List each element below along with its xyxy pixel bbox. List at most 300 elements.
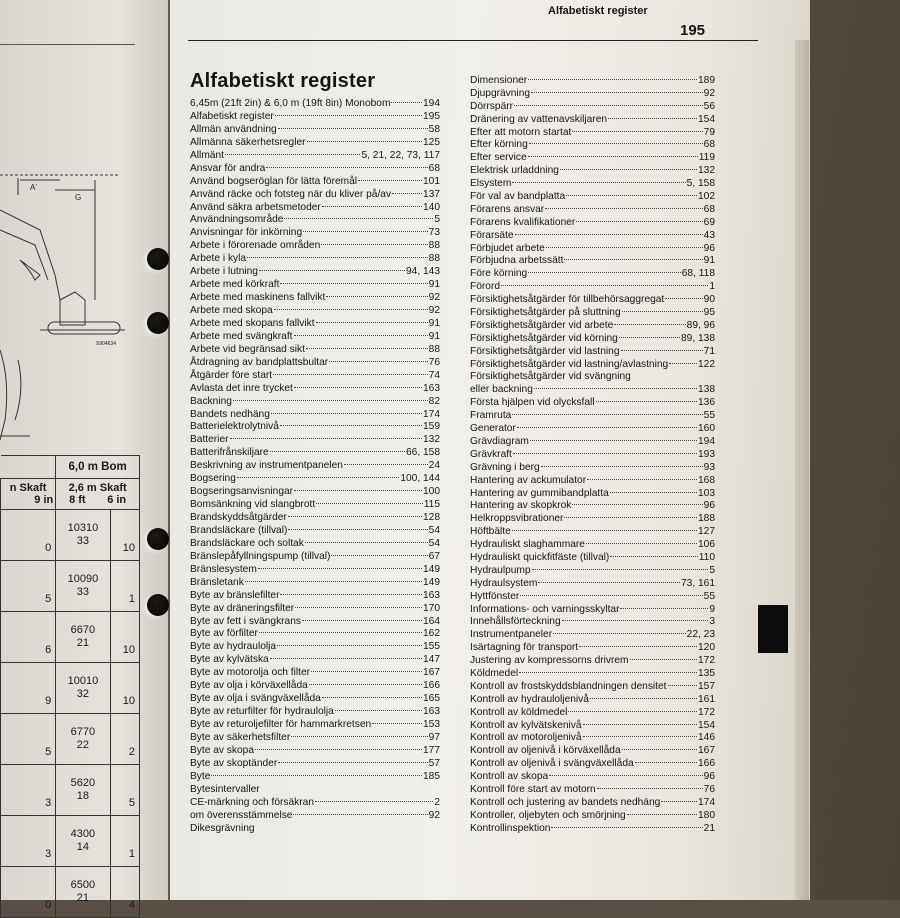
- index-entry: [190, 305, 440, 318]
- leader-dots: [372, 723, 422, 724]
- index-entry-label: Åtdragning av bandplattsbultar: [190, 356, 329, 368]
- leader-dots: [614, 324, 685, 325]
- table-row: [1, 816, 140, 867]
- table-cell-left: 3: [1, 765, 56, 816]
- index-entry: [470, 346, 715, 359]
- leader-dots: [501, 285, 708, 286]
- leader-dots: [564, 259, 702, 260]
- index-entry: [190, 292, 440, 305]
- index-entry: [470, 565, 715, 578]
- index-entry: [190, 641, 440, 654]
- index-entry-page: 166: [698, 758, 715, 770]
- table-cell-right: 10: [110, 663, 139, 714]
- index-entry: [470, 255, 715, 268]
- leader-dots: [529, 143, 703, 144]
- table-cell-right: 4: [110, 867, 139, 918]
- capacity-kg: 6500: [70, 879, 96, 891]
- page-edge: [795, 40, 809, 900]
- index-entry-page: 88: [428, 253, 440, 265]
- leader-dots: [358, 180, 422, 181]
- leader-dots: [514, 105, 703, 106]
- index-entry-page: 93: [703, 461, 715, 473]
- index-entry: [190, 460, 440, 473]
- index-entry: [470, 191, 715, 204]
- leader-dots: [576, 221, 702, 222]
- index-entry-label: Hantering av skopkrok: [470, 500, 572, 512]
- index-entry: [470, 217, 715, 230]
- leader-dots: [280, 594, 422, 595]
- index-entry-label: Efter service: [470, 152, 527, 164]
- index-entry: [470, 384, 715, 397]
- leader-dots: [278, 762, 427, 763]
- index-entry: [470, 578, 715, 591]
- binding-hole: [147, 528, 169, 550]
- index-entry-label: Arbete i lutning: [190, 266, 258, 278]
- index-entry-page: 91: [428, 317, 440, 329]
- running-head: Alfabetiskt register: [548, 5, 648, 17]
- index-entry: [190, 266, 440, 279]
- index-entry-label: Arbete i förorenade områden: [190, 240, 321, 252]
- page-title: Alfabetiskt register: [190, 70, 376, 92]
- header-rule: [188, 40, 758, 41]
- table-row: [1, 765, 140, 816]
- index-entry-label: Försiktighetsåtgärder vid lastning: [470, 345, 620, 357]
- table-header-row: [1, 456, 140, 479]
- table-cell-right: 2: [110, 714, 139, 765]
- index-entry-label: Hydrauliskt slaghammare: [470, 539, 585, 551]
- index-entry: [470, 449, 715, 462]
- index-entry-page: 82: [428, 395, 440, 407]
- leader-dots: [579, 646, 697, 647]
- index-entry-page: 57: [428, 757, 440, 769]
- capacity-lb: 22: [76, 739, 90, 751]
- index-entry-label: Byte av fett i svängkrans: [190, 615, 301, 627]
- leader-dots: [293, 814, 427, 815]
- table-cell-left: 3: [1, 816, 56, 867]
- index-entry: [190, 499, 440, 512]
- table-cell-right: 1: [110, 561, 139, 612]
- index-entry-label: Byte: [190, 770, 211, 782]
- index-entry-page: 140: [423, 201, 440, 213]
- index-entry-label: Försiktighetsåtgärder vid lastning/avlastning: [470, 358, 669, 370]
- index-entry-label: Efter att motorn startat: [470, 126, 572, 138]
- index-entry-page: 79: [703, 126, 715, 138]
- capacity-lb: 14: [76, 841, 90, 853]
- index-entry-label: Hydrauliskt quickfitfäste (tillval): [470, 551, 610, 563]
- index-entry-label: Helkroppsvibrationer: [470, 513, 564, 525]
- index-entry: [190, 331, 440, 344]
- index-entry-label: Arbete vid begränsad sikt: [190, 343, 305, 355]
- index-entry: [190, 564, 440, 577]
- index-entry-label: Försiktighetsåtgärder vid körning: [470, 332, 618, 344]
- index-entry-label: Kontrollinspektion: [470, 822, 551, 834]
- index-entry-label: Kontroll före start av motorn: [470, 783, 596, 795]
- index-entry-page: 89, 138: [681, 332, 715, 344]
- lift-capacity-table: [0, 455, 140, 918]
- index-entry: [190, 512, 440, 525]
- index-entry-page: 162: [423, 628, 440, 640]
- table-cell-left: 0: [1, 867, 56, 918]
- table-cell-right: 1: [110, 816, 139, 867]
- index-entry-page: 94, 143: [406, 266, 440, 278]
- index-entry-label: Bytesintervaller: [190, 783, 260, 795]
- index-entry-page: 136: [698, 397, 715, 409]
- index-entry-label: Byte av olja i körväxellåda: [190, 680, 308, 692]
- leader-dots: [528, 272, 681, 273]
- table-cell-capacity: [56, 561, 110, 612]
- index-entry-page: 172: [698, 706, 715, 718]
- index-entry-page: 159: [423, 421, 440, 433]
- index-entry-label: CE-märkning och försäkran: [190, 796, 314, 808]
- index-entry-label: Hyttfönster: [470, 590, 520, 602]
- index-entry: [470, 681, 715, 694]
- index-entry: [190, 654, 440, 667]
- index-entry-label: Framruta: [470, 410, 512, 422]
- leader-dots: [309, 684, 422, 685]
- index-entry: [470, 204, 715, 217]
- index-entry-label: Bandets nedhäng: [190, 408, 270, 420]
- index-entry: [470, 539, 715, 552]
- index-entry-label: Kontroll av skopa: [470, 771, 549, 783]
- index-entry-page: 97: [428, 731, 440, 743]
- index-entry-page: 43: [703, 229, 715, 241]
- index-entry-page: 68: [428, 162, 440, 174]
- index-entry-label: Beskrivning av instrumentpanelen: [190, 460, 343, 472]
- capacity-kg: 10310: [67, 522, 99, 534]
- leader-dots: [520, 595, 702, 596]
- table-cell-capacity: [56, 765, 110, 816]
- table-cell-left: 5: [1, 561, 56, 612]
- index-entry: [470, 139, 715, 152]
- index-entry-page: 188: [698, 513, 715, 525]
- index-entry-page: 177: [423, 744, 440, 756]
- index-entry-page: 54: [428, 537, 440, 549]
- index-entry: [190, 447, 440, 460]
- index-entry: [470, 616, 715, 629]
- index-entry: [470, 629, 715, 642]
- table-cell-capacity: [56, 714, 110, 765]
- index-entry-page: 128: [423, 512, 440, 523]
- index-entry-label: Dränering av vattenavskiljaren: [470, 113, 608, 125]
- index-entry-label: Justering av kompressorns drivrem: [470, 655, 629, 667]
- index-entry-page: 100, 144: [400, 473, 440, 485]
- leader-dots: [294, 387, 422, 388]
- index-entry-label: Innehållsförteckning: [470, 616, 561, 628]
- index-entry-label: Kontroll av motoroljenivå: [470, 732, 582, 744]
- leader-dots: [391, 102, 422, 103]
- arm-subheader: 2,6 m Skaft 8 ft 6 in: [56, 479, 140, 510]
- index-entry-label: Åtgärder före start: [190, 369, 273, 381]
- index-entry-label: Byte av kylvätska: [190, 654, 269, 666]
- index-entry-page: 185: [423, 770, 440, 782]
- index-entry-page: 73, 161: [681, 577, 715, 589]
- index-entry-page: 147: [423, 654, 440, 666]
- index-entry: [190, 810, 440, 823]
- index-entry: [470, 243, 715, 256]
- leader-dots: [583, 724, 697, 725]
- boom-header: 6,0 m Bom: [56, 456, 140, 479]
- subheader-partial: n Skaft 9 in: [1, 479, 56, 510]
- leader-dots: [630, 659, 697, 660]
- index-entry: [470, 591, 715, 604]
- index-entry-label: Byte av förfilter: [190, 628, 258, 640]
- index-entry: [470, 178, 715, 191]
- index-entry-page: 92: [428, 292, 440, 304]
- index-entry-label: Hantering av gummibandplatta: [470, 487, 609, 499]
- index-entry-page: 76: [428, 356, 440, 368]
- index-entry-label: Byte av olja i svängväxellåda: [190, 693, 321, 705]
- index-entry-label: Batterifrånskiljare: [190, 447, 269, 459]
- capacity-kg: 5620: [70, 777, 96, 789]
- index-entry: [470, 75, 715, 88]
- index-entry-page: 163: [423, 382, 440, 394]
- index-entry-page: 71: [703, 345, 715, 357]
- capacity-lb: 21: [76, 637, 90, 649]
- index-entry-label: Bogseringsanvisningar: [190, 486, 294, 498]
- index-column-2: [470, 75, 715, 836]
- index-entry-page: 167: [423, 667, 440, 679]
- index-entry-page: 24: [428, 460, 440, 472]
- index-entry-page: 67: [428, 550, 440, 562]
- index-entry: [190, 253, 440, 266]
- leader-dots: [225, 154, 360, 155]
- table-row: [1, 714, 140, 765]
- index-entry: [190, 590, 440, 603]
- index-entry-page: 55: [703, 410, 715, 422]
- index-entry-label: Byte av hydraulolja: [190, 641, 277, 653]
- leader-dots: [621, 350, 703, 351]
- capacity-kg: 6670: [70, 624, 96, 636]
- leader-dots: [288, 529, 427, 530]
- index-entry-page: 154: [698, 113, 715, 125]
- index-entry-label: Batterier: [190, 434, 229, 446]
- index-entry: [190, 473, 440, 486]
- index-entry: [470, 797, 715, 810]
- leader-dots: [392, 193, 422, 194]
- index-entry: [190, 667, 440, 680]
- index-entry-label: Före körning: [470, 268, 528, 280]
- index-entry: [470, 513, 715, 526]
- index-entry: [190, 784, 440, 797]
- leader-dots: [560, 169, 697, 170]
- table-cell-capacity: [56, 510, 110, 561]
- leader-dots: [597, 788, 703, 789]
- index-entry-page: 92: [703, 87, 715, 99]
- index-entry-page: 2: [434, 796, 440, 808]
- leader-dots: [270, 658, 422, 659]
- leader-dots: [546, 247, 703, 248]
- index-entry: [190, 797, 440, 810]
- leader-dots: [583, 736, 697, 737]
- capacity-lb: 18: [76, 790, 90, 802]
- index-entry-page: 119: [698, 152, 715, 164]
- table-cell-right: 5: [110, 765, 139, 816]
- index-entry-page: 56: [703, 100, 715, 112]
- index-entry: [470, 604, 715, 617]
- leader-dots: [322, 206, 422, 207]
- index-entry-label: Kontroller, oljebyten och smörjning: [470, 809, 626, 821]
- index-entry-label: Byte av returoljefilter för hammarkretsen: [190, 719, 372, 730]
- capacity-lb: 21: [76, 892, 90, 904]
- index-entry-page: 100: [423, 486, 440, 498]
- leader-dots: [519, 672, 697, 673]
- index-entry: [470, 423, 715, 436]
- leader-dots: [294, 335, 428, 336]
- table-cell-left: 9: [1, 663, 56, 714]
- leader-dots: [230, 438, 422, 439]
- index-entry-label: Anvisningar för inkörning: [190, 227, 303, 239]
- index-entry: [470, 165, 715, 178]
- index-entry-label: Batterielektrolytnivå: [190, 421, 279, 433]
- index-entry: [190, 98, 440, 111]
- leader-dots: [326, 296, 427, 297]
- leader-dots: [528, 156, 698, 157]
- leader-dots: [294, 490, 422, 491]
- index-entry-label: Djupgrävning: [470, 87, 531, 99]
- index-entry-label: Använd bogseröglan för lätta föremål: [190, 175, 358, 187]
- index-entry: [470, 823, 715, 836]
- index-entry-page: 163: [423, 706, 440, 718]
- leader-dots: [275, 115, 422, 116]
- index-entry-page: 164: [423, 615, 440, 627]
- index-entry: [190, 227, 440, 240]
- leader-dots: [303, 231, 428, 232]
- index-entry-label: Byte av dräneringsfilter: [190, 602, 295, 614]
- index-entry: [470, 642, 715, 655]
- leader-dots: [316, 503, 423, 504]
- leader-dots: [273, 374, 428, 375]
- leader-dots: [586, 543, 697, 544]
- index-entry: [470, 745, 715, 758]
- index-entry-label: Använd säkra arbetsmetoder: [190, 201, 321, 213]
- index-entry: [470, 526, 715, 539]
- index-entry-label: Kontroll och justering av bandets nedhäng: [470, 796, 661, 808]
- table-cell-capacity: [56, 612, 110, 663]
- binding-hole: [147, 312, 169, 334]
- index-entry: [470, 810, 715, 823]
- table-subheader-row: [1, 479, 140, 510]
- index-entry-label: Använd räcke och fotsteg när du kliver på/av: [190, 188, 392, 200]
- index-entry-label: Arbete i kyla: [190, 253, 247, 265]
- index-entry-label: Byte av bränslefilter: [190, 589, 280, 601]
- index-entry-label: Bränslesystem: [190, 563, 257, 575]
- leader-dots: [517, 427, 697, 428]
- index-entry-label: Dörrspärr: [470, 100, 514, 112]
- index-entry-label: Brandsläckare (tillval): [190, 524, 288, 536]
- capacity-kg: 10090: [67, 573, 99, 585]
- table-row: [1, 663, 140, 714]
- index-entry: [190, 240, 440, 253]
- index-entry-label: Arbete med maskinens fallvikt: [190, 292, 326, 304]
- index-entry-label: Arbete med körkraft: [190, 279, 280, 291]
- leader-dots: [344, 464, 428, 465]
- leader-dots: [266, 167, 427, 168]
- capacity-kg: 10010: [67, 675, 99, 687]
- index-entry-label: Köldmedel: [470, 667, 519, 679]
- index-entry-page: 103: [698, 487, 715, 499]
- leader-dots: [270, 451, 405, 452]
- index-entry-label: Förbjudna arbetssätt: [470, 255, 564, 267]
- left-page: [0, 0, 168, 911]
- index-entry-page: 58: [428, 123, 440, 135]
- table-cell-capacity: [56, 663, 110, 714]
- index-entry-label: om överensstämmelse: [190, 809, 293, 821]
- right-page: [170, 0, 810, 900]
- index-entry-label: Arbete med svängkraft: [190, 330, 293, 342]
- index-entry: [190, 176, 440, 189]
- page-number: 195: [680, 22, 706, 39]
- index-entry-label: Brandsläckare och soltak: [190, 537, 304, 549]
- index-entry-label: Byte av säkerhetsfilter: [190, 731, 291, 743]
- index-entry-label: Arbete med skopans fallvikt: [190, 317, 315, 329]
- index-entry-page: 138: [698, 384, 715, 396]
- index-entry-label: Försiktighetsåtgärder för tillbehörsaggregat: [470, 294, 665, 306]
- index-entry: [190, 732, 440, 745]
- index-entry-label: Grävdiagram: [470, 435, 529, 447]
- leader-dots: [564, 517, 697, 518]
- table-cell-left: 5: [1, 714, 56, 765]
- index-entry-page: 96: [703, 500, 715, 512]
- index-entry: [470, 707, 715, 720]
- index-entry: [470, 732, 715, 745]
- leader-dots: [549, 775, 703, 776]
- index-entry-page: 92: [428, 809, 440, 821]
- leader-dots: [315, 801, 433, 802]
- index-entry-label: Isärtagning för transport: [470, 642, 579, 654]
- index-entry: [190, 771, 440, 784]
- index-entry: [190, 719, 440, 732]
- leader-dots: [322, 697, 422, 698]
- index-entry-page: 91: [428, 330, 440, 342]
- leader-dots: [258, 568, 422, 569]
- index-entry-page: 155: [423, 641, 440, 653]
- index-entry: [470, 462, 715, 475]
- leader-dots: [233, 400, 428, 401]
- capacity-lb: 33: [76, 586, 90, 598]
- index-entry-label: Grävning i berg: [470, 461, 540, 473]
- index-entry-page: 120: [698, 642, 715, 654]
- index-entry-page: 132: [698, 165, 715, 177]
- leader-dots: [513, 453, 697, 454]
- leader-dots: [277, 645, 422, 646]
- leader-dots: [661, 801, 697, 802]
- index-entry: [470, 410, 715, 423]
- leader-dots: [247, 257, 428, 258]
- index-entry: [190, 357, 440, 370]
- index-entry-page: 149: [423, 563, 440, 575]
- index-entry-label: Backning: [190, 395, 232, 407]
- leader-dots: [608, 118, 697, 119]
- index-entry-page: 137: [423, 188, 440, 200]
- index-entry-label: Kontroll av kylvätskenivå: [470, 719, 582, 731]
- leader-dots: [259, 632, 422, 633]
- leader-dots: [566, 195, 697, 196]
- index-entry: [470, 281, 715, 294]
- index-entry-label: För val av bandplatta: [470, 191, 566, 203]
- leader-dots: [245, 581, 422, 582]
- index-column-1: [190, 98, 440, 835]
- leader-dots: [610, 492, 697, 493]
- leader-dots: [280, 283, 427, 284]
- leader-dots: [237, 477, 399, 478]
- index-entry-label: Förarens kvalifikationer: [470, 216, 576, 228]
- leader-dots: [532, 569, 709, 570]
- index-entry: [190, 616, 440, 629]
- index-entry: [190, 434, 440, 447]
- table-cell-left: 6: [1, 612, 56, 663]
- index-entry-page: 153: [423, 719, 440, 730]
- index-entry: [470, 333, 715, 346]
